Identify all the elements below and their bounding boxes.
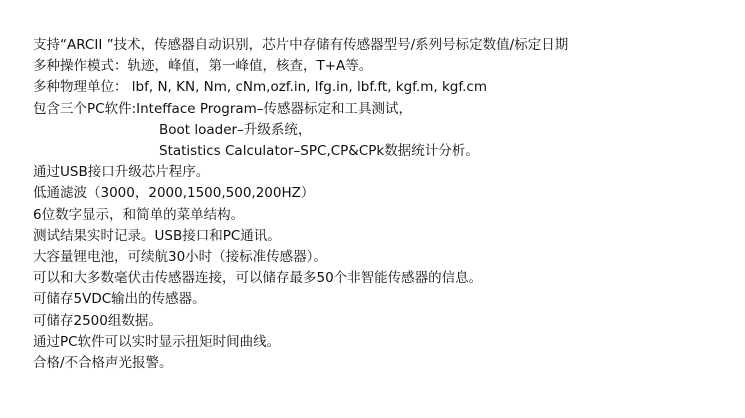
feature-list: [33, 35, 733, 374]
feature-line-5vdc: 可储存5VDC输出的传感器。: [33, 291, 206, 308]
feature-line-modes: 多种操作模式：轨迹，峰值，第一峰值，核查，T+A等。: [33, 58, 373, 75]
feature-line-boot-loader: Boot loader–升级系统，: [159, 121, 312, 138]
feature-line-storage: 可储存2500组数据。: [33, 312, 162, 329]
feature-line-display: 6位数字显示，和简单的菜单结构。: [33, 206, 245, 223]
feature-line-battery: 大容量锂电池，可续航30小时（接标准传感器）。: [33, 249, 327, 266]
feature-line-lowpass: 低通滤波（3000，2000,1500,500,200HZ）: [33, 185, 315, 202]
feature-line-sensors: 可以和大多数毫伏击传感器连接，可以储存最多50个非智能传感器的信息。: [33, 270, 483, 287]
feature-line-statistics: Statistics Calculator–SPC,CP&CPk数据统计分析。: [159, 143, 479, 160]
feature-line-curve: 通过PC软件可以实时显示扭矩时间曲线。: [33, 333, 281, 350]
feature-line-usb-upgrade: 通过USB接口升级芯片程序。: [33, 164, 210, 181]
feature-line-recording: 测试结果实时记录。USB接口和PC通讯。: [33, 227, 281, 244]
feature-line-units: 多种物理单位： lbf, N, KN, Nm, cNm,ozf.in, lfg.in, lbf.ft, kgf.m, kgf.cm: [33, 79, 487, 96]
feature-line-alarm: 合格/不合格声光报警。: [33, 355, 173, 372]
feature-line-ident: 支持“ARCII ”技术，传感器自动识别，芯片中存储有传感器型号/系列号标定数值/标定日期: [33, 37, 569, 53]
feature-line-pc-software: 包含三个PC软件:Intefface Program–传感器标定和工具测试，: [33, 100, 413, 117]
